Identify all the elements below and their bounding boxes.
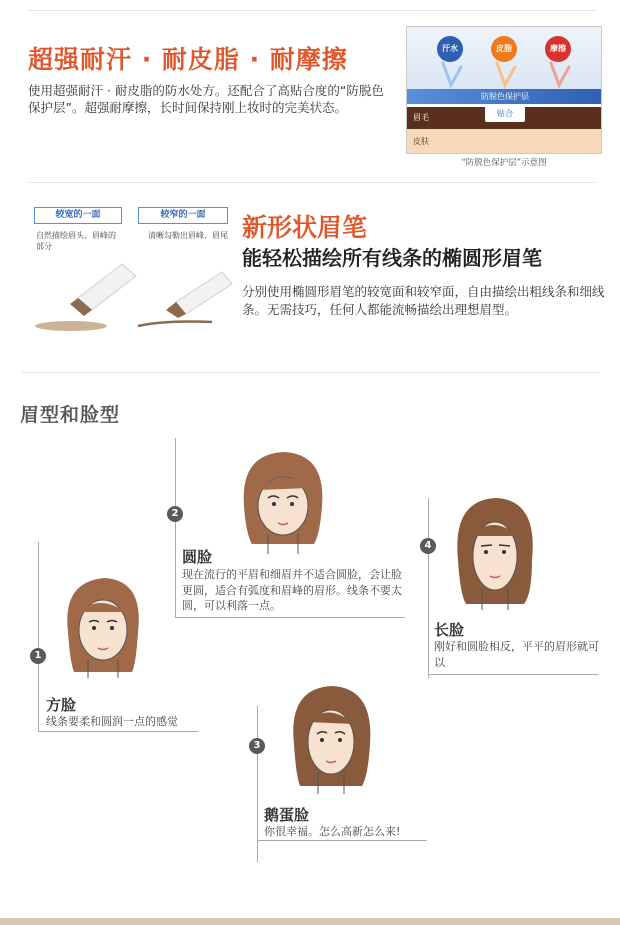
feature-description-pencil: 分别使用椭圆形眉笔的较宽面和较窄面，自由描绘出粗线条和细线条。无需技巧，任何人都能流畅描绘出理想眉型。 (242, 284, 605, 317)
face-shape-section-title: 眉型和脸型 (20, 404, 121, 426)
shape4-title: 长脸 (434, 621, 465, 639)
bottom-bar (0, 918, 620, 925)
feature-title-pencil: 新形状眉笔 (242, 213, 368, 242)
section-divider-2 (22, 372, 600, 373)
shape3-hline (257, 840, 427, 841)
top-divider (28, 10, 596, 11)
pencil-illustration (26, 258, 236, 338)
shape4-vline (428, 498, 429, 678)
shape2-hline (175, 617, 405, 618)
shape4-number-badge: 4 (420, 538, 436, 554)
shape1-vline (38, 542, 39, 732)
sweat-badge: 汗水 (437, 36, 463, 62)
fit-label: 贴合 (485, 106, 525, 122)
shape3-title: 鹅蛋脸 (264, 806, 310, 824)
shape2-description: 现在流行的平眉和细眉并不适合圆脸，会让脸更圆，适合有弧度和眉峰的眉形。线条不要太圆，可以利落一点。 (182, 568, 402, 612)
brow-layer: 眉毛 (407, 107, 602, 129)
feature-subtitle-pencil: 能轻松描绘所有线条的椭圆形眉笔 (242, 246, 542, 270)
shape2-number-badge: 2 (167, 506, 183, 522)
wide-side-tag: 较宽的一面 (34, 207, 122, 224)
feature-title-sweatproof: 超强耐汗 · 耐皮脂 · 耐摩擦 (28, 45, 348, 74)
shape3-vline (257, 706, 258, 862)
protective-layer-diagram (406, 26, 602, 154)
feature-description-sweatproof: 使用超强耐汗 · 耐皮脂的防水处方。还配合了高贴合度的“防脱色保护层”。超强耐摩擦，长时间保持刚上妆时的完美状态。 (28, 83, 384, 115)
diagram-caption: “防脱色保护层”示意图 (461, 158, 547, 168)
shape4-hline (428, 674, 598, 675)
protective-layer-band: 防脱色保护层 (407, 89, 602, 104)
wide-side-description: 自然描绘眉头、眉峰的部分 (36, 231, 116, 251)
long-face-illustration (452, 494, 538, 614)
narrow-pencil-icon (138, 272, 232, 326)
shape1-number-badge: 1 (30, 648, 46, 664)
wide-pencil-icon (35, 264, 136, 331)
narrow-side-tag: 较窄的一面 (138, 207, 228, 224)
friction-badge: 摩擦 (545, 36, 571, 62)
shape3-description: 你很幸福。怎么高新怎么来! (264, 825, 401, 838)
sebum-badge: 皮脂 (491, 36, 517, 62)
square-face-illustration (58, 572, 148, 684)
narrow-side-description: 清晰勾勒出眉峰、眉尾 (148, 231, 228, 240)
round-face-illustration (238, 448, 328, 560)
oval-face-illustration (286, 682, 376, 798)
skin-layer: 皮肤 (407, 129, 602, 154)
shape1-description: 线条要柔和圆润一点的感觉 (46, 715, 178, 728)
shape4-description: 刚好和圆脸相反，平平的眉形就可以 (434, 640, 599, 669)
shape1-title: 方脸 (46, 696, 77, 714)
shape3-number-badge: 3 (249, 738, 265, 754)
shape1-hline (38, 731, 198, 732)
shape2-vline (175, 438, 176, 618)
shape2-title: 圆脸 (182, 548, 213, 566)
section-divider-1 (28, 182, 596, 183)
deflect-arrows-icon (407, 57, 602, 91)
